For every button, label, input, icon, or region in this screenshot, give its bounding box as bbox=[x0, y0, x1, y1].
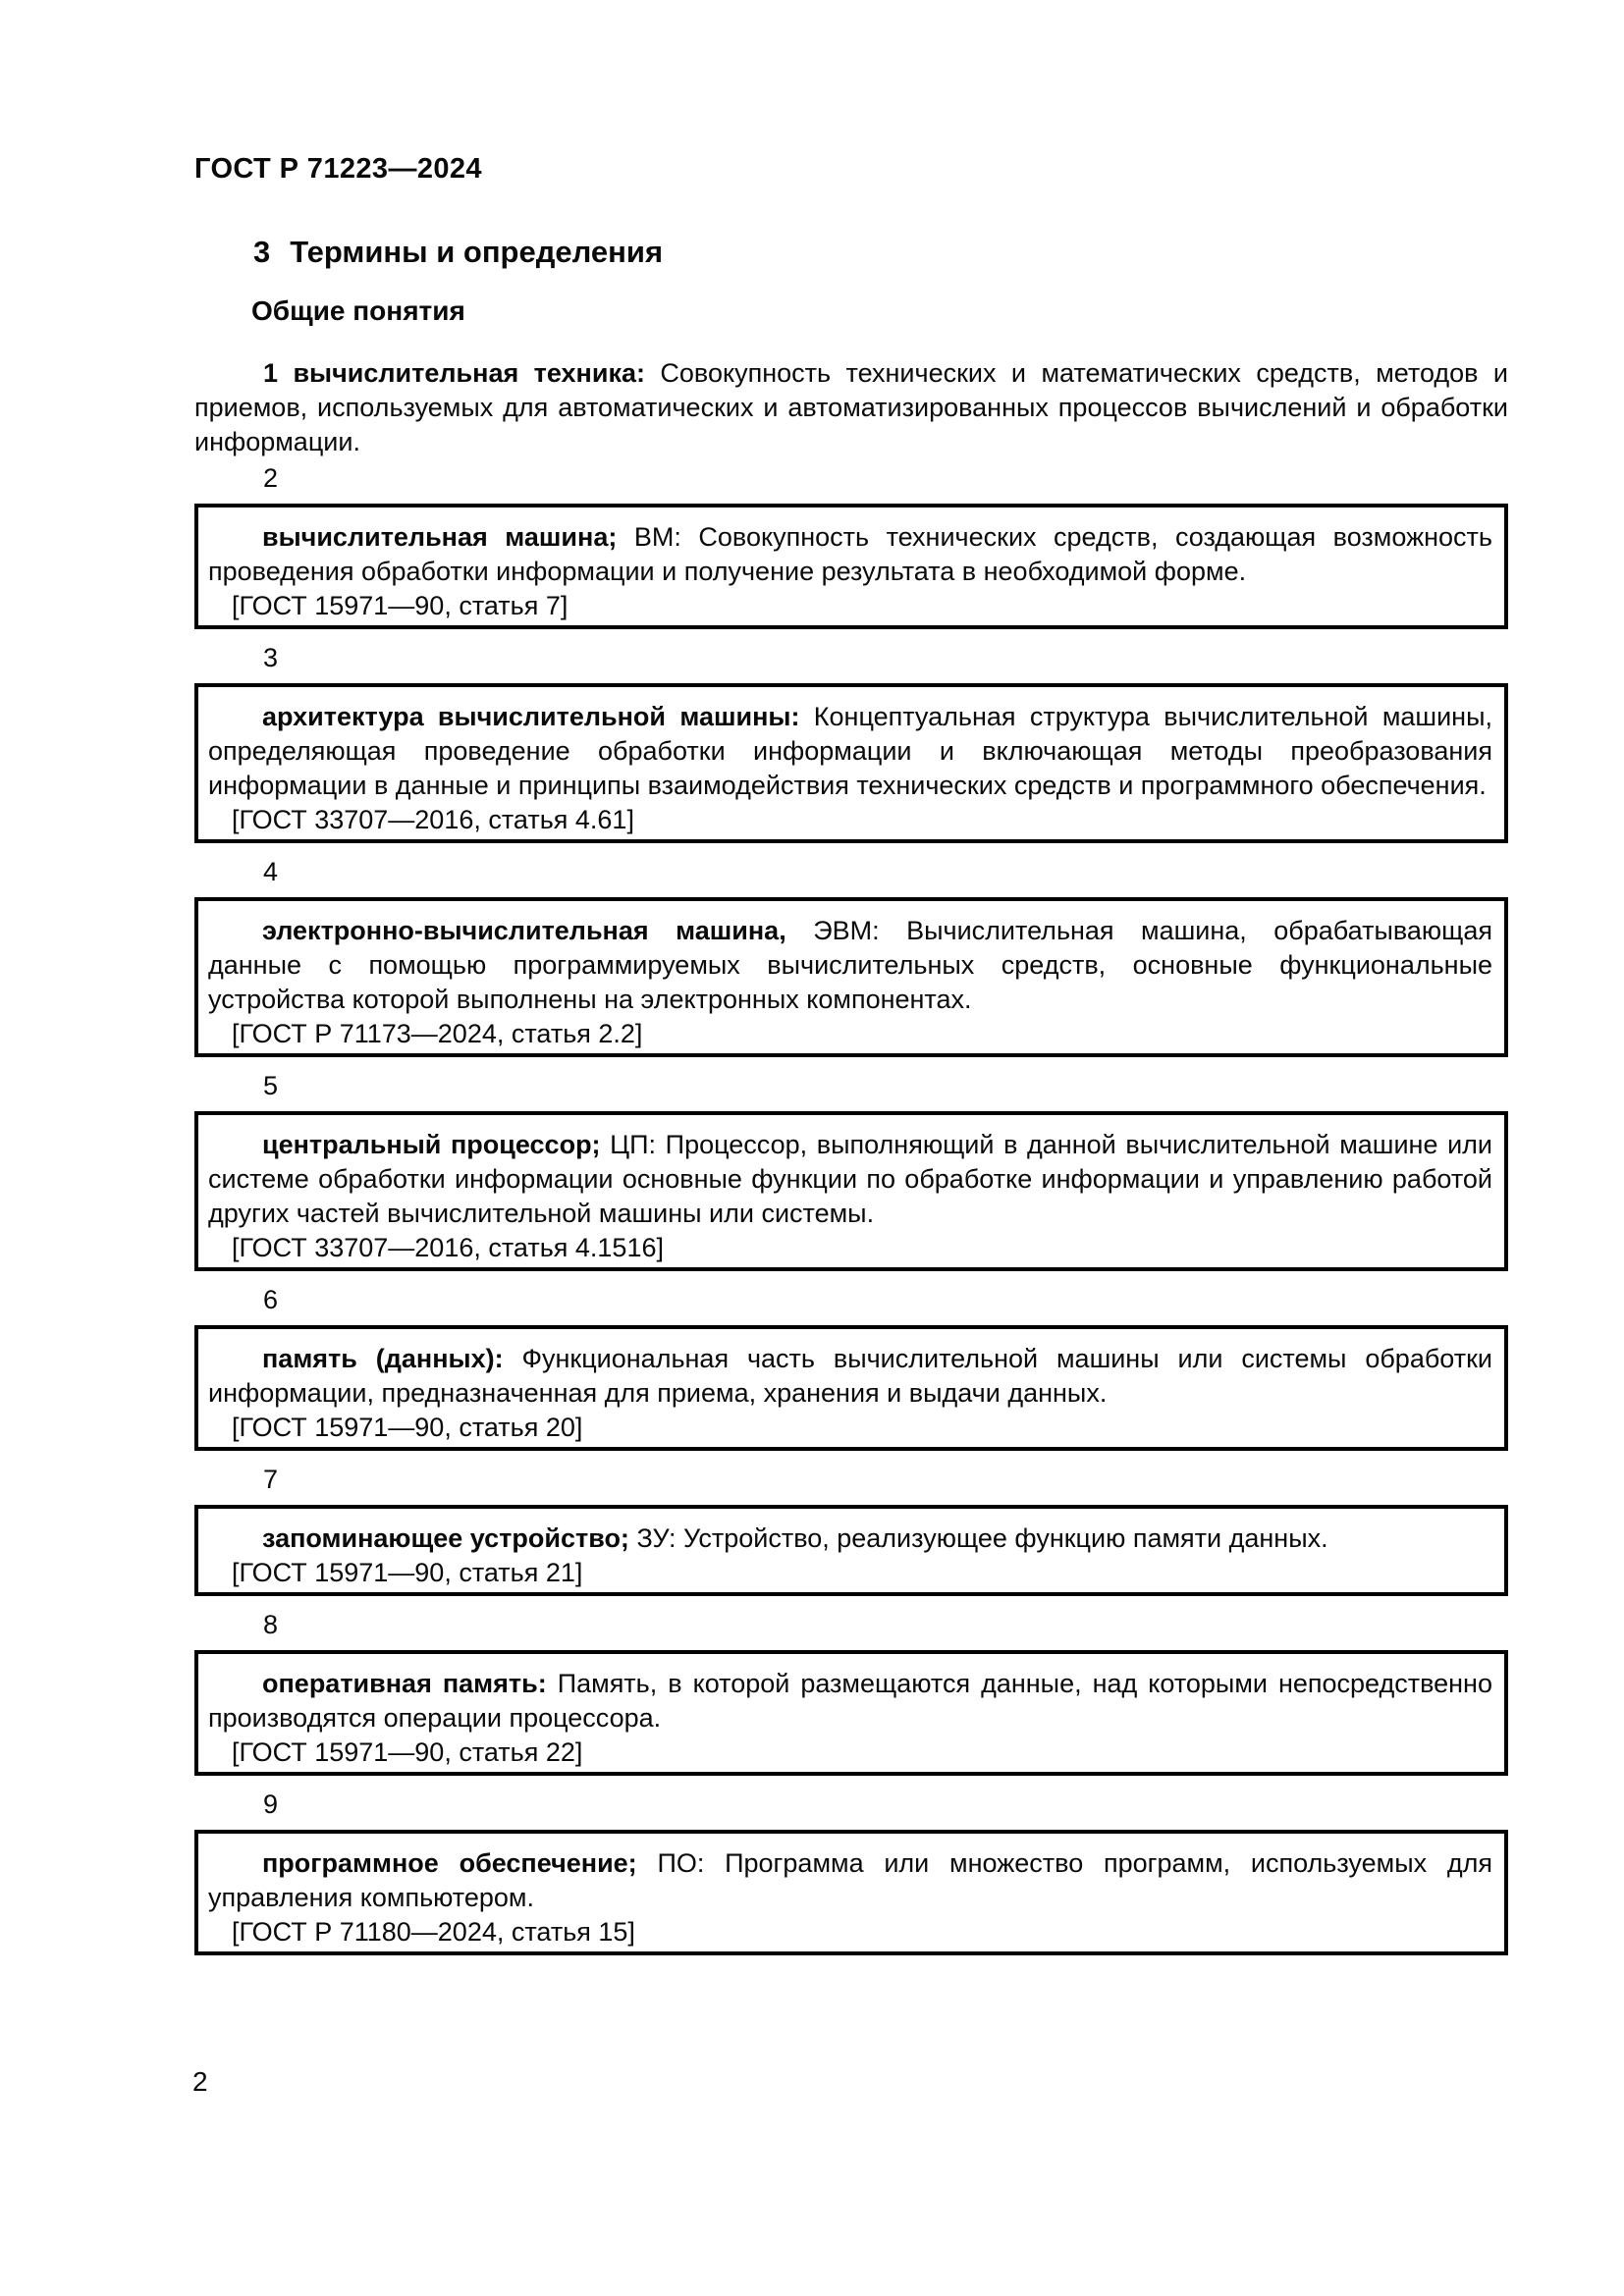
term-1-name: 1 вычислительная техника: bbox=[263, 358, 645, 388]
term-box-8 bbox=[194, 1650, 1508, 1776]
term-5-source: [ГОСТ 33707—2016, статья 4.1516] bbox=[232, 1233, 664, 1262]
term-box-4 bbox=[194, 897, 1508, 1057]
section-number: 3 bbox=[253, 235, 271, 269]
section-heading bbox=[253, 234, 1508, 271]
term-box-2 bbox=[194, 504, 1508, 629]
term-5-definition: ЦП: Процессор, выполняющий в данной вычислительной машине или системе обработки информации основные функции по обработке информации и управлению работой других частей вычислительной машины или системы. bbox=[208, 1130, 1492, 1228]
term-definition bbox=[208, 1667, 1492, 1735]
term-4-name: электронно-вычислительная машина, bbox=[262, 916, 786, 945]
term-1-definition: Совокупность технических и математических средств, методов и приемов, используемых для автоматических и автоматизированных процессов вычислений и обработки информации. bbox=[194, 358, 1508, 456]
term-definition bbox=[208, 1128, 1492, 1231]
term-definition bbox=[208, 700, 1492, 803]
term-7-source: [ГОСТ 15971—90, статья 21] bbox=[232, 1558, 583, 1587]
term-8-definition: Память, в которой размещаются данные, над которыми непосредственно производятся операции процессора. bbox=[208, 1669, 1492, 1733]
term-definition bbox=[208, 914, 1492, 1017]
term-box-9 bbox=[194, 1830, 1508, 1955]
term-8-source: [ГОСТ 15971—90, статья 22] bbox=[232, 1737, 583, 1767]
term-4-definition: ЭВМ: Вычислительная машина, обрабатывающая данные с помощью программируемых вычислительных средств, основные функциональные устройства которой выполнены на электронных компонентах. bbox=[208, 916, 1493, 1014]
term-box-6 bbox=[194, 1325, 1508, 1451]
term-definition bbox=[208, 520, 1492, 589]
term-number-2: 2 bbox=[263, 463, 279, 493]
term-6-source: [ГОСТ 15971—90, статья 20] bbox=[232, 1413, 583, 1442]
term-box-5 bbox=[194, 1111, 1508, 1271]
term-2-definition: ВМ: Совокупность технических средств, создающая возможность проведения обработки информации и получение результата в необходимой форме. bbox=[208, 522, 1492, 586]
term-4-source: [ГОСТ Р 71173—2024, статья 2.2] bbox=[232, 1019, 643, 1048]
term-6-definition: Функциональная часть вычислительной машины или системы обработки информации, предназначенная для приема, хранения и выдачи данных. bbox=[208, 1344, 1492, 1408]
term-box-7 bbox=[194, 1505, 1508, 1596]
term-definition bbox=[208, 1522, 1492, 1556]
subsection-heading: Общие понятия bbox=[251, 295, 465, 326]
term-7-definition: ЗУ: Устройство, реализующее функцию памяти данных. bbox=[628, 1523, 1328, 1553]
page-number: 2 bbox=[192, 2066, 208, 2097]
term-number-7: 7 bbox=[263, 1465, 279, 1494]
term-definition bbox=[208, 1846, 1492, 1915]
term-5-name: центральный процессор; bbox=[262, 1130, 601, 1159]
term-number-3: 3 bbox=[263, 643, 279, 672]
term-3-name: архитектура вычислительной машины: bbox=[262, 702, 800, 731]
term-entry-1 bbox=[194, 356, 1508, 459]
term-number-5: 5 bbox=[263, 1071, 279, 1100]
term-9-source: [ГОСТ Р 71180—2024, статья 15] bbox=[232, 1917, 635, 1947]
term-definition bbox=[208, 1342, 1492, 1411]
term-2-name: вычислительная машина; bbox=[262, 522, 618, 552]
term-9-name: программное обеспечение; bbox=[262, 1848, 637, 1878]
term-number-9: 9 bbox=[263, 1789, 279, 1819]
section-title: Термины и определения bbox=[290, 235, 664, 269]
term-number-8: 8 bbox=[263, 1610, 279, 1639]
term-number-4: 4 bbox=[263, 857, 279, 886]
term-2-source: [ГОСТ 15971—90, статья 7] bbox=[232, 591, 568, 620]
term-8-name: оперативная память: bbox=[262, 1669, 547, 1698]
term-9-definition: ПО: Программа или множество программ, используемых для управления компьютером. bbox=[208, 1848, 1492, 1912]
term-3-definition: Концептуальная структура вычислительной машины, определяющая проведение обработки информации и включающая методы преобразования информации в данные и принципы взаимодействия технических средств и программного обеспечения. bbox=[208, 702, 1492, 800]
term-box-3 bbox=[194, 683, 1508, 843]
term-3-source: [ГОСТ 33707—2016, статья 4.61] bbox=[232, 805, 634, 834]
doc-header: ГОСТ Р 71223—2024 bbox=[194, 153, 482, 185]
term-7-name: запоминающее устройство; bbox=[262, 1523, 629, 1553]
term-6-name: память (данных): bbox=[262, 1344, 504, 1373]
term-number-6: 6 bbox=[263, 1285, 279, 1314]
